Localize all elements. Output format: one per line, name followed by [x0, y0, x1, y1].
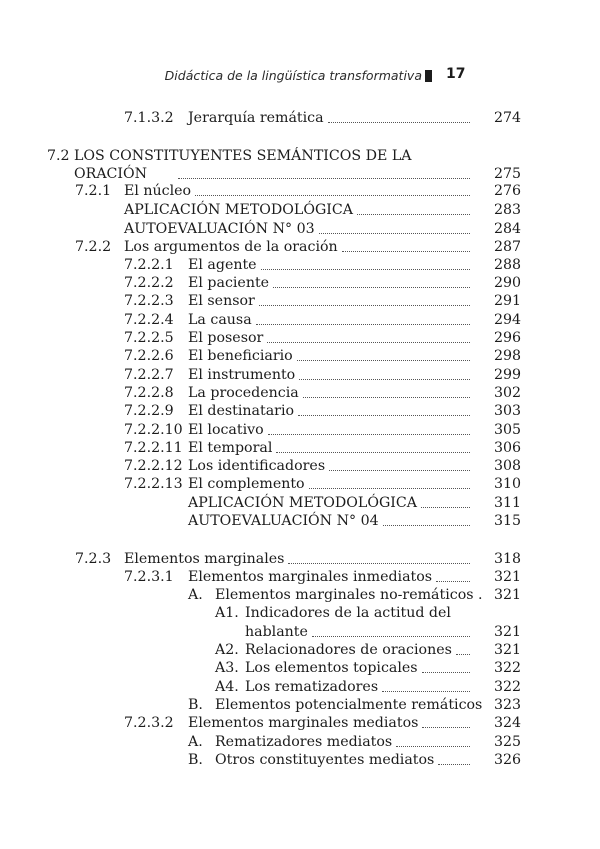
- toc-entry-leader-dots: [329, 457, 470, 471]
- toc-entry-title: AUTOEVALUACIÓN N° 03: [124, 221, 315, 237]
- toc-entry-title: Los elementos topicales: [245, 660, 418, 676]
- toc-entry-title: La procedencia: [188, 385, 299, 401]
- toc-entry: [0, 714, 600, 732]
- toc-entry-leader-dots: [436, 568, 470, 582]
- running-title: Didáctica de la lingüística transformativa: [164, 68, 422, 83]
- toc-entry-title: El posesor: [188, 330, 264, 346]
- toc-entry-number: 7.2.2.4: [124, 312, 174, 328]
- toc-entry-title: Elementos marginales inmediatos: [188, 569, 433, 585]
- toc-entry-leader-dots: [303, 384, 470, 398]
- toc-entry: [0, 494, 600, 512]
- toc-entry-page: 321: [494, 642, 522, 658]
- toc-entry-title: Los argumentos de la oración: [124, 239, 338, 255]
- toc-entry-number: 7.2.2.5: [124, 330, 174, 346]
- toc-entry: [0, 678, 600, 696]
- toc-entry-leader-dots: [195, 182, 470, 196]
- toc-entry-number: 7.2.2.13: [124, 476, 183, 492]
- toc-entry-leader-dots: [276, 439, 470, 453]
- toc-entry-number: 7.2.2.8: [124, 385, 174, 401]
- toc-entry-title: El sensor: [188, 293, 255, 309]
- toc-entry-page: 303: [494, 403, 522, 419]
- toc-entry-leader-dots: [267, 329, 470, 343]
- toc-entry: [0, 311, 600, 329]
- toc-entry-page: 284: [494, 221, 522, 237]
- toc-entry-page: 321: [494, 569, 522, 585]
- toc-entry-page: 298: [494, 348, 522, 364]
- toc-entry-number: 7.2.2: [75, 239, 112, 255]
- toc-entry: [0, 292, 600, 310]
- toc-entry-page: 311: [494, 495, 522, 511]
- toc-entry-leader-dots: [382, 678, 470, 692]
- toc-entry-leader-dots: [357, 201, 470, 215]
- toc-entry-leader-dots: [273, 274, 470, 288]
- toc-entry: [0, 347, 600, 365]
- toc-entry-leader-dots: [288, 550, 470, 564]
- toc-entry-page: 306: [494, 440, 522, 456]
- toc-entry-number: A4.: [215, 679, 239, 695]
- toc-entry: [0, 238, 600, 256]
- toc-entry-number: 7.2.2.12: [124, 458, 183, 474]
- toc-entry-title: Elementos marginales: [124, 551, 285, 567]
- toc-entry: [0, 733, 600, 751]
- toc-entry: [0, 402, 600, 420]
- toc-entry: [0, 165, 600, 183]
- toc-entry: [0, 659, 600, 677]
- toc-entry: [0, 421, 600, 439]
- toc-entry-page: 290: [494, 275, 522, 291]
- toc-entry-title: ORACIÓN: [74, 166, 148, 182]
- toc-entry-leader-dots: [312, 623, 470, 637]
- toc-entry-title: Jerarquía remática: [188, 110, 324, 126]
- toc-entry-page: 326: [494, 752, 522, 768]
- toc-entry: [0, 384, 600, 402]
- toc-entry-number: 7.2.2.7: [124, 367, 174, 383]
- toc-entry: [0, 220, 600, 238]
- toc-entry-title: El beneficiario: [188, 348, 293, 364]
- toc-entry-page: 322: [494, 660, 522, 676]
- toc-entry-page: 294: [494, 312, 522, 328]
- toc-entry: [0, 550, 600, 568]
- toc-entry-number: 7.2.2.3: [124, 293, 174, 309]
- toc-entry-leader-dots: [438, 751, 470, 765]
- toc-entry-number: 7.2.2.11: [124, 440, 183, 456]
- toc-entry-title: El agente: [188, 257, 257, 273]
- toc-entry-page: 323: [494, 697, 522, 713]
- toc-entry-number: 7.2.3.2: [124, 715, 174, 731]
- toc-entry-leader-dots: [383, 512, 470, 526]
- toc-entry-leader-dots: [309, 475, 470, 489]
- toc-entry-number: A.: [188, 734, 203, 750]
- toc-entry-number: 7.1.3.2: [124, 110, 174, 126]
- toc-entry-number: A1.: [215, 605, 239, 621]
- toc-entry-leader-dots: [259, 292, 470, 306]
- toc-entry-title: APLICACIÓN METODOLÓGICA: [188, 495, 418, 511]
- toc-entry-leader-dots: [421, 494, 470, 508]
- toc-entry: [0, 604, 600, 622]
- toc-entry: [0, 586, 600, 604]
- toc-entry-page: 315: [494, 513, 522, 529]
- toc-entry-page: 283: [494, 202, 522, 218]
- toc-entry-page: 276: [494, 183, 522, 199]
- toc-entry-page: 302: [494, 385, 522, 401]
- toc-entry: [0, 329, 600, 347]
- toc-entry-leader-dots: [456, 641, 470, 655]
- toc-entry-leader-dots: [297, 347, 470, 361]
- toc-entry-page: 324: [494, 715, 522, 731]
- toc-entry: [0, 201, 600, 219]
- toc-entry-number: 7.2.2.6: [124, 348, 174, 364]
- toc-entry-title: Elementos marginales mediatos: [188, 715, 419, 731]
- toc-entry-title: LOS CONSTITUYENTES SEMÁNTICOS DE LA: [74, 148, 412, 164]
- toc-entry: [0, 568, 600, 586]
- toc-entry: [0, 182, 600, 200]
- toc-entry-number: A.: [188, 587, 203, 603]
- toc-entry-title: El núcleo: [124, 183, 192, 199]
- toc-entry-page: 318: [494, 551, 522, 567]
- toc-entry-leader-dots: [319, 220, 470, 234]
- toc-entry-page: 308: [494, 458, 522, 474]
- toc-entry-number: B.: [188, 752, 203, 768]
- toc-entry-title: APLICACIÓN METODOLÓGICA: [124, 202, 354, 218]
- toc-entry-title: La causa: [188, 312, 252, 328]
- toc-entry-number: A3.: [215, 660, 239, 676]
- toc-entry-leader-dots: [342, 238, 470, 252]
- toc-entry-title: Elementos potencialmente remáticos: [215, 697, 483, 713]
- toc-entry: [0, 751, 600, 769]
- toc-entry: [0, 147, 600, 165]
- toc-entry-leader-dots: [261, 256, 470, 270]
- toc-entry-number: B.: [188, 697, 203, 713]
- toc-entry-page: 325: [494, 734, 522, 750]
- toc-entry-page: 310: [494, 476, 522, 492]
- toc-entry-page: 321: [494, 587, 522, 603]
- toc-entry-number: 7.2.2.1: [124, 257, 174, 273]
- toc-entry-page: 275: [494, 166, 522, 182]
- toc-entry-title: El complemento: [188, 476, 305, 492]
- toc-entry-page: 322: [494, 679, 522, 695]
- toc-entry-page: 321: [494, 624, 522, 640]
- toc-entry-number: A2.: [215, 642, 239, 658]
- toc-entry-number: 7.2.3.1: [124, 569, 174, 585]
- toc-entry: [0, 512, 600, 530]
- toc-entry-page: 287: [494, 239, 522, 255]
- toc-entry-title: hablante: [245, 624, 308, 640]
- toc-entry-title: El instrumento: [188, 367, 296, 383]
- toc-entry-leader-dots: [396, 733, 470, 747]
- toc-entry-number: 7.2: [47, 148, 70, 164]
- toc-entry-page: 288: [494, 257, 522, 273]
- toc-entry-title: El locativo: [188, 422, 264, 438]
- toc-entry-number: 7.2.1: [75, 183, 112, 199]
- toc-entry-title: Los identificadores: [188, 458, 326, 474]
- toc-entry-title: Otros constituyentes mediatos: [215, 752, 435, 768]
- toc-entry: [0, 457, 600, 475]
- toc-entry-number: 7.2.2.10: [124, 422, 183, 438]
- header-page-number: 17: [446, 66, 466, 82]
- toc-entry-page: 305: [494, 422, 522, 438]
- toc-entry-title: AUTOEVALUACIÓN N° 04: [188, 513, 379, 529]
- toc-entry-page: 274: [494, 110, 522, 126]
- toc-entry: [0, 366, 600, 384]
- toc-entry-title: El temporal: [188, 440, 273, 456]
- toc-entry-title: Elementos marginales no-remáticos .: [215, 587, 483, 603]
- toc-entry-leader-dots: [422, 714, 470, 728]
- toc-entry: [0, 475, 600, 493]
- toc-entry: [0, 439, 600, 457]
- toc-entry-title: Rematizadores mediatos: [215, 734, 393, 750]
- toc-entry-title: Indicadores de la actitud del: [245, 605, 451, 621]
- toc-entry-leader-dots: [422, 659, 470, 673]
- toc-entry-title: Los rematizadores: [245, 679, 379, 695]
- toc-entry: [0, 623, 600, 641]
- toc-entry-leader-dots: [299, 366, 470, 380]
- toc-entry-leader-dots: [298, 402, 470, 416]
- toc-entry-page: 296: [494, 330, 522, 346]
- toc-entry: [0, 274, 600, 292]
- toc-entry-page: 299: [494, 367, 522, 383]
- toc-entry-leader-dots: [328, 109, 470, 123]
- toc-entry-number: 7.2.2.2: [124, 275, 174, 291]
- toc-entry: [0, 109, 600, 127]
- toc-entry: [0, 256, 600, 274]
- toc-entry: [0, 696, 600, 714]
- toc-entry-number: 7.2.3: [75, 551, 112, 567]
- toc-entry-title: El paciente: [188, 275, 270, 291]
- toc-entry-page: 291: [494, 293, 522, 309]
- toc-entry-title: Relacionadores de oraciones: [245, 642, 452, 658]
- toc-entry: [0, 641, 600, 659]
- toc-entry-leader-dots: [178, 165, 470, 179]
- toc-entry-leader-dots: [256, 311, 470, 325]
- toc-entry-title: El destinatario: [188, 403, 295, 419]
- toc-entry-leader-dots: [268, 421, 470, 435]
- toc-entry-number: 7.2.2.9: [124, 403, 174, 419]
